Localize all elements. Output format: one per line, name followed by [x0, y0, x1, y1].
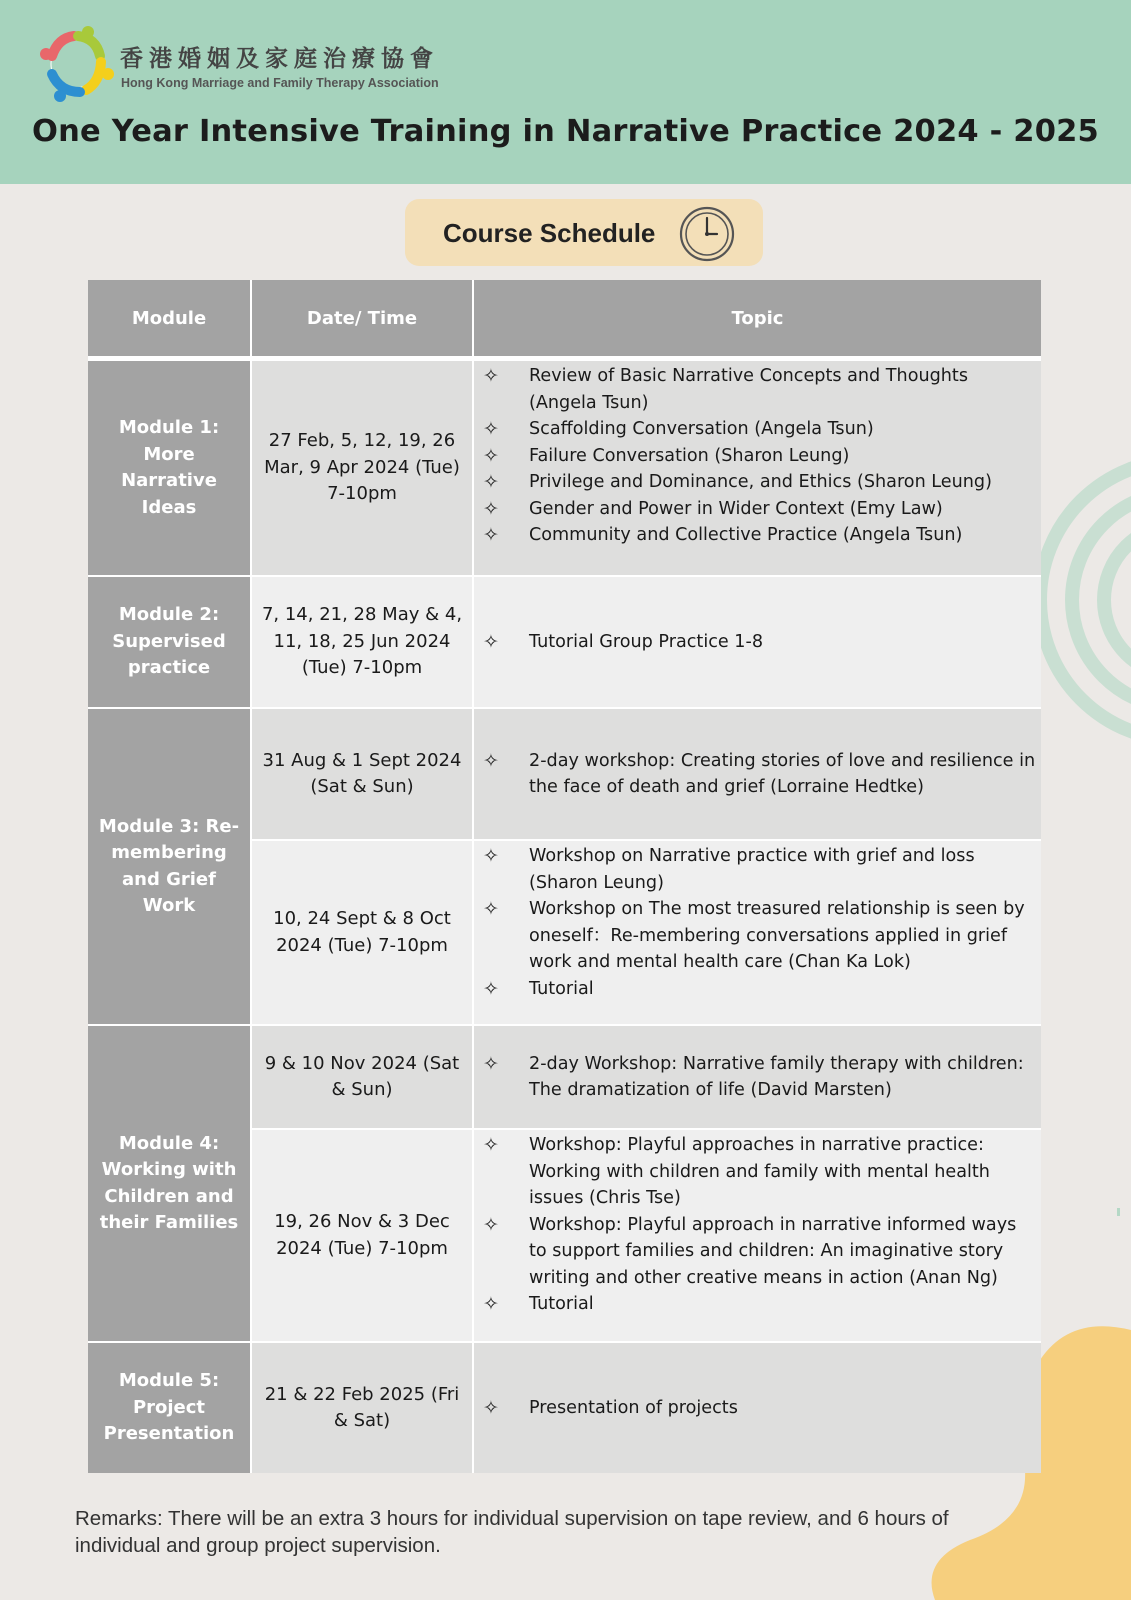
- course-schedule-table: [88, 280, 1041, 1473]
- topic-item: ✧ Tutorial: [474, 976, 1037, 1003]
- topic-item: ✧ Review of Basic Narrative Concepts and Thoughts (Angela Tsun): [474, 363, 1037, 416]
- topic-item: ✧ Workshop on Narrative practice with grief and loss (Sharon Leung): [474, 843, 1037, 896]
- bullet-star-icon: ✧: [483, 1396, 499, 1419]
- bullet-star-icon: ✧: [483, 1293, 499, 1315]
- remarks-text: Remarks: There will be an extra 3 hours for individual supervision on tape review, and 6 hours of individual and group project supervision.: [75, 1507, 949, 1557]
- topic-item: ✧ Workshop on The most treasured relationship is seen by oneself：Re-membering conversations applied in grief work and mental health care (Chan Ka Lok): [474, 896, 1037, 976]
- topic-item: ✧ Failure Conversation (Sharon Leung): [474, 443, 1037, 470]
- module-4-date-2: 19, 26 Nov & 3 Dec 2024 (Tue) 7-10pm: [252, 1130, 472, 1341]
- module-4-date-1: 9 & 10 Nov 2024 (Sat & Sun): [252, 1026, 472, 1128]
- people-circle-logo-icon: [34, 26, 114, 102]
- bullet-star-icon: ✧: [483, 524, 499, 546]
- clock-icon: [678, 205, 736, 263]
- bullet-star-icon: ✧: [483, 365, 499, 387]
- module-3-topics-1: [474, 709, 1041, 839]
- module-4-topics-2: [474, 1130, 1041, 1341]
- module-3-name: Module 3: Re-membering and Grief Work: [88, 709, 250, 1024]
- module-3-date-1: 31 Aug & 1 Sept 2024 (Sat & Sun): [252, 709, 472, 839]
- module-3-topics-2: [474, 841, 1041, 1024]
- module-1-topics: [474, 361, 1041, 575]
- bullet-star-icon: ✧: [483, 630, 499, 653]
- bullet-star-icon: ✧: [483, 977, 499, 1000]
- module-1-date: 27 Feb, 5, 12, 19, 26 Mar, 9 Apr 2024 (Tue) 7-10pm: [252, 361, 472, 575]
- bullet-star-icon: ✧: [483, 471, 499, 493]
- org-name-english: Hong Kong Marriage and Family Therapy Association: [121, 76, 439, 90]
- bullet-star-icon: ✧: [483, 845, 499, 867]
- page-title: One Year Intensive Training in Narrative Practice 2024 - 2025: [32, 114, 1099, 149]
- bullet-star-icon: ✧: [483, 1052, 499, 1075]
- topic-item: ✧ 2-day workshop: Creating stories of love and resilience in the face of death and grief (Lorraine Hedtke): [474, 748, 1037, 801]
- topic-item: ✧ Workshop: Playful approaches in narrative practice: Working with children and family with mental health issues (Chris Tse): [474, 1132, 1037, 1212]
- topic-item: ✧ Gender and Power in Wider Context (Emy Law): [474, 496, 1037, 523]
- topic-item: ✧ 2-day Workshop: Narrative family therapy with children: The dramatization of life (David Marsten): [474, 1051, 1037, 1104]
- module-5-topics: [474, 1343, 1041, 1473]
- topic-item: ✧ Community and Collective Practice (Angela Tsun): [474, 522, 1037, 549]
- module-5-name: Module 5: Project Presentation: [88, 1343, 250, 1473]
- bullet-star-icon: ✧: [483, 1213, 499, 1236]
- module-5-date: 21 & 22 Feb 2025 (Fri & Sat): [252, 1343, 472, 1473]
- bullet-star-icon: ✧: [483, 749, 499, 772]
- topic-item: ✧ Tutorial: [474, 1291, 1037, 1318]
- decorative-dot: [1117, 1208, 1120, 1216]
- module-2-date: 7, 14, 21, 28 May & 4, 11, 18, 25 Jun 2024 (Tue) 7-10pm: [252, 577, 472, 707]
- bullet-star-icon: ✧: [483, 1134, 499, 1156]
- header-banner: [0, 0, 1131, 184]
- topic-item: ✧ Scaffolding Conversation (Angela Tsun): [474, 416, 1037, 443]
- topic-item: ✧ Privilege and Dominance, and Ethics (Sharon Leung): [474, 469, 1037, 496]
- bullet-star-icon: ✧: [483, 418, 499, 440]
- header-module: Module: [88, 280, 250, 356]
- bullet-star-icon: ✧: [483, 444, 499, 467]
- module-4-name: Module 4: Working with Children and their Families: [88, 1026, 250, 1341]
- header-date-time: Date/ Time: [252, 280, 472, 356]
- bullet-star-icon: ✧: [483, 497, 499, 520]
- topic-item: ✧ Tutorial Group Practice 1-8: [474, 629, 1037, 656]
- module-2-topics: [474, 577, 1041, 707]
- course-schedule-badge: [405, 199, 763, 266]
- topic-item: ✧ Workshop: Playful approach in narrative informed ways to support families and children: An imaginative story writing and other creative means in action (Anan Ng): [474, 1212, 1037, 1292]
- module-4-topics-1: [474, 1026, 1041, 1128]
- module-1-name: Module 1: More Narrative Ideas: [88, 361, 250, 575]
- decorative-arcs-icon: [1030, 420, 1131, 780]
- header-topic: Topic: [474, 280, 1041, 356]
- bullet-star-icon: ✧: [483, 898, 499, 920]
- topic-item: ✧ Presentation of projects: [474, 1395, 1037, 1422]
- module-2-name: Module 2: Supervised practice: [88, 577, 250, 707]
- org-name-chinese: 香港婚姻及家庭治療協會: [120, 46, 439, 72]
- module-3-date-2: 10, 24 Sept & 8 Oct 2024 (Tue) 7-10pm: [252, 841, 472, 1024]
- course-schedule-label: Course Schedule: [443, 218, 656, 248]
